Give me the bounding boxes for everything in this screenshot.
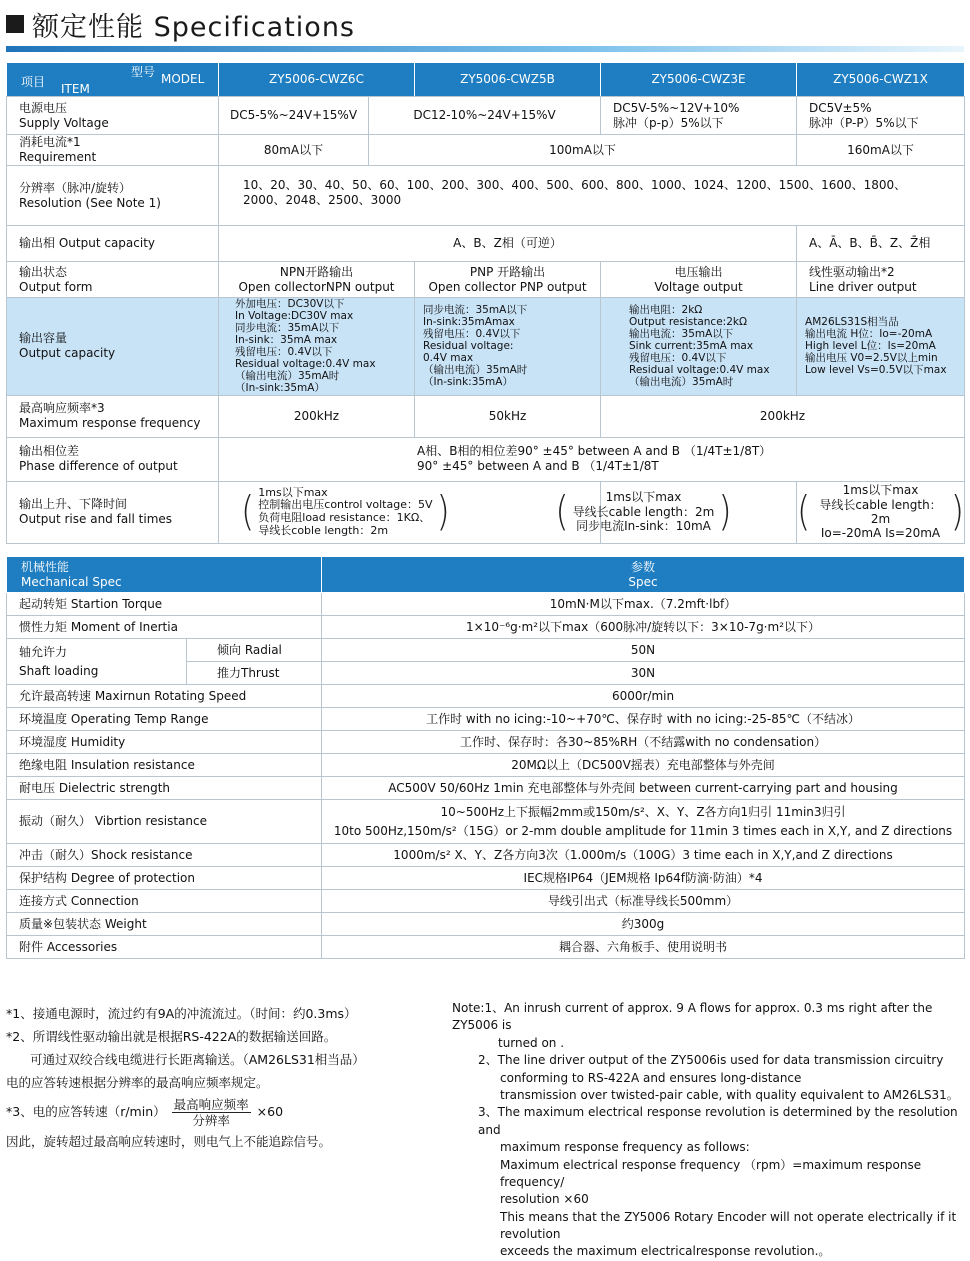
capacity-line: In-sink：35mA max bbox=[235, 334, 338, 347]
header-model-2: ZY5006-CWZ5B bbox=[415, 63, 601, 97]
mech-row-insulation bbox=[7, 754, 965, 777]
capacity-cn: 输出容量 bbox=[19, 331, 68, 346]
mech-value: 耦合器、六角板手、使用说明书 bbox=[322, 936, 965, 959]
row-capacity bbox=[7, 298, 965, 396]
resolution-en: Resolution (See Note 1) bbox=[19, 195, 161, 210]
note-en-l2: turned on . bbox=[498, 1035, 565, 1050]
capacity-line: 0.4V max bbox=[423, 352, 474, 365]
header-model-cn: 型号 bbox=[131, 65, 156, 79]
mech-value: 20MΩ以上（DC500V摇表）充电部整体与外壳间 bbox=[322, 754, 965, 777]
mech-row-temp bbox=[7, 708, 965, 731]
rise-line: 1ms以下max bbox=[258, 485, 328, 499]
form-en: Output form bbox=[19, 279, 93, 294]
mech-header-left bbox=[7, 557, 322, 593]
fraction-denominator: 分辨率 bbox=[192, 1112, 230, 1128]
form-v1 bbox=[219, 262, 415, 298]
form-v4b: Line driver output bbox=[809, 279, 917, 294]
current-v2: 100mA以下 bbox=[369, 135, 797, 166]
supply-v4b: 脉冲（P-P）5%以下 bbox=[809, 115, 919, 130]
phase-label bbox=[7, 226, 219, 262]
mech-label: 环境温度 Operating Temp Range bbox=[7, 708, 322, 731]
capacity-line: （输出电流）35mA时 bbox=[423, 364, 528, 377]
shaft-en: Shaft loading bbox=[19, 663, 99, 678]
mech-row-dielectric bbox=[7, 777, 965, 800]
note-cn-3 bbox=[6, 1097, 446, 1128]
capacity-line: Low level Vs=0.5V以下max bbox=[805, 364, 947, 377]
row-phase bbox=[7, 226, 965, 262]
capacity-line: 同步电流：35mA以下 bbox=[423, 304, 528, 317]
shaft-radial-value: 50N bbox=[322, 639, 965, 662]
note-cn-2b: 可通过双绞合线电缆进行长距离输送。（AM26LS31相当品） bbox=[30, 1052, 365, 1068]
rise-line: 同步电流In-sink：10mA bbox=[576, 519, 711, 534]
mech-header-row bbox=[7, 557, 965, 593]
mech-value bbox=[322, 800, 965, 844]
current-label bbox=[7, 135, 219, 166]
phasediff-l1: A相、B相的相位差90° ±45° between A and B （1/4T±1/8T） bbox=[417, 444, 772, 458]
header-item-model bbox=[7, 63, 219, 97]
title-square-icon bbox=[6, 15, 24, 33]
mech-label: 耐电压 Dielectric strength bbox=[7, 777, 322, 800]
rise-line: 1ms以下max bbox=[842, 483, 919, 498]
capacity-v2 bbox=[415, 298, 601, 396]
notes-cn bbox=[6, 1002, 446, 1153]
form-v2 bbox=[415, 262, 601, 298]
mech-label: 保护结构 Degree of protection bbox=[7, 867, 322, 890]
rise-line: 控制输出电压control voltage：5V bbox=[258, 498, 433, 512]
note-cn-1: *1、接通电源时，流过约有9A的冲流流过。（时间：约0.3ms） bbox=[6, 1006, 357, 1021]
supply-en: Supply Voltage bbox=[19, 115, 109, 130]
mech-value: 10mN·M以下max.（7.2mft·lbf） bbox=[322, 593, 965, 616]
mech-row-connection bbox=[7, 890, 965, 913]
supply-v3 bbox=[601, 97, 797, 135]
capacity-line: （输出电流）35mA时 bbox=[235, 370, 340, 383]
capacity-en: Output capacity bbox=[19, 346, 116, 361]
form-v1a: NPN开路输出 bbox=[279, 264, 354, 279]
mech-value: 导线引出式（标准导线长500mm） bbox=[322, 890, 965, 913]
phasediff-l2: 90° ±45° between A and B （1/4T±1/8T bbox=[417, 459, 659, 473]
mech-value: 工作时 with no icing:-10~+70℃、保存时 with no icing:-25-85℃（不结冰） bbox=[322, 708, 965, 731]
note-cn-3-fraction bbox=[172, 1097, 251, 1128]
rise-line: 导线长cable length：2m bbox=[572, 504, 715, 519]
phasediff-label bbox=[7, 437, 219, 481]
current-en: Requirement bbox=[19, 150, 97, 164]
phasediff-values bbox=[219, 437, 965, 481]
header-model-4: ZY5006-CWZ1X bbox=[797, 63, 965, 97]
note-en-l4: conforming to RS-422A and ensures long-distance bbox=[500, 1070, 802, 1085]
supply-v4 bbox=[797, 97, 965, 135]
mech-header-left-en: Mechanical Spec bbox=[21, 574, 122, 589]
mech-row-humidity bbox=[7, 731, 965, 754]
rise-line: 导线长coble length：2m bbox=[258, 523, 389, 537]
current-cn: 消耗电流*1 bbox=[19, 135, 81, 149]
freq-en: Maximum response frequency bbox=[19, 416, 201, 430]
mech-label: 允许最高转速 Maxirnun Rotating Speed bbox=[7, 685, 322, 708]
mech-row-weight bbox=[7, 913, 965, 936]
note-cn-3-prefix: *3、电的应答转速（r/min） bbox=[6, 1104, 166, 1120]
form-cn: 输出状态 bbox=[19, 264, 68, 279]
mech-label: 惯性力矩 Moment of Inertia bbox=[7, 616, 322, 639]
rise-line: 1ms以下max bbox=[605, 490, 682, 505]
resolution-label bbox=[7, 166, 219, 226]
header-model-3: ZY5006-CWZ3E bbox=[601, 63, 797, 97]
shaft-thrust-value: 30N bbox=[322, 662, 965, 685]
supply-v4a: DC5V±5% bbox=[809, 100, 872, 115]
title-text: 额定性能 Specifications bbox=[32, 11, 356, 43]
resolution-line1: 10、20、30、40、50、60、100、200、300、400、500、600、800、1000、1024、1200、1500、1600、1800、 bbox=[243, 178, 907, 192]
capacity-v1 bbox=[219, 298, 415, 396]
form-label bbox=[7, 262, 219, 298]
mech-table bbox=[6, 556, 965, 959]
mech-label: 绝缘电阻 Insulation resistance bbox=[7, 754, 322, 777]
supply-v3b: 脉冲（p-p）5%以下 bbox=[613, 115, 724, 130]
supply-v2: DC12-10%~24V+15%V bbox=[369, 97, 601, 135]
mech-label: 连接方式 Connection bbox=[7, 890, 322, 913]
form-v1b: Open collectorNPN output bbox=[238, 279, 395, 294]
capacity-line: 输出电阻：2kΩ bbox=[629, 304, 703, 317]
rise-cn: 输出上升、下降时间 bbox=[19, 497, 128, 511]
capacity-line: 残留电压：0.4V以下 bbox=[235, 346, 333, 359]
mech-value: 1000m/s² X、Y、Z各方向3次（1.000m/s（100G）3 time each in X,Y,and Z directions bbox=[322, 844, 965, 867]
mech-row-radial bbox=[7, 639, 965, 662]
capacity-line: 残留电压：0.4V以下 bbox=[423, 328, 521, 341]
mech-value: 工作时、保存时：各30~85%RH（不结露with no condensation） bbox=[322, 731, 965, 754]
note-cn-2: *2、所谓线性驱动输出就是根据RS-422A的数据输送回路。 bbox=[6, 1029, 337, 1045]
phase-en: Output capacity bbox=[58, 236, 156, 250]
capacity-v3 bbox=[601, 298, 797, 396]
mech-row-vibration bbox=[7, 800, 965, 844]
supply-v3a: DC5V-5%~12V+10% bbox=[613, 100, 740, 115]
spec-body bbox=[6, 96, 965, 544]
form-v3a: 电压输出 bbox=[674, 264, 723, 279]
page-title bbox=[6, 4, 355, 44]
note-cn-2c: 电的应答转速根据分辨率的最高响应频率规定。 bbox=[6, 1075, 269, 1091]
mech-label: 质量※包装状态 Weight bbox=[7, 913, 322, 936]
capacity-line: （In-sink:35mA） bbox=[235, 382, 325, 395]
current-v1: 80mA以下 bbox=[219, 135, 369, 166]
mech-row-inertia bbox=[7, 616, 965, 639]
fraction-numerator: 最高响应频率 bbox=[173, 1096, 249, 1112]
shaft-label bbox=[7, 639, 187, 685]
mech-label: 振动（耐久） Vibrtion resistance bbox=[7, 800, 322, 844]
mech-label: 冲击（耐久）Shock resistance bbox=[7, 844, 322, 867]
mech-header-right-en: Spec bbox=[628, 574, 658, 589]
form-v4a: 线性驱动输出*2 bbox=[809, 264, 895, 279]
form-v4 bbox=[797, 262, 965, 298]
freq-v2: 50kHz bbox=[415, 395, 601, 437]
paren-open-icon: ( bbox=[555, 487, 569, 536]
note-en-l3: 2、The line driver output of the ZY5006is used for data transmission circuitry bbox=[478, 1053, 944, 1068]
note-en-l6: 3、The maximum electrical response revolution is determined by the resolution and bbox=[478, 1105, 958, 1137]
rise-line: 负荷电阻load resistance：1KΩ、 bbox=[258, 511, 431, 524]
note-en-l10: This means that the ZY5006 Rotary Encoder will not operate electrically if it revolution bbox=[500, 1209, 957, 1242]
title-rule bbox=[6, 46, 964, 52]
mech-header-left-cn: 机械性能 bbox=[21, 559, 70, 574]
capacity-line: 外加电压：DC30V以下 bbox=[235, 298, 345, 310]
capacity-line: Residual voltage:0.4V max bbox=[235, 358, 376, 371]
mech-value: 6000r/min bbox=[322, 685, 965, 708]
rise-line: Io=-20mA Is=20mA bbox=[820, 526, 941, 541]
capacity-line: AM26LS31S相当品 bbox=[805, 316, 899, 329]
mech-header-right-cn: 参数 bbox=[631, 559, 656, 574]
note-en-l8: Maximum electrical response frequency （rpm）=maximum response frequency/ bbox=[500, 1157, 922, 1189]
form-v3 bbox=[601, 262, 797, 298]
row-rise bbox=[7, 481, 965, 543]
paren-open-icon: ( bbox=[797, 488, 811, 536]
capacity-line: High level L位：Is=20mA bbox=[805, 340, 936, 353]
note-cn-4: 因此，旋转超过最高响应转速时，则电气上不能追踪信号。 bbox=[6, 1133, 332, 1149]
freq-v3: 200kHz bbox=[601, 395, 965, 437]
mech-value: IEC规格IP64（JEM规格 Ip64f防滴·防油）*4 bbox=[322, 867, 965, 890]
rise-v3 bbox=[797, 481, 965, 543]
note-cn-3-suffix: ×60 bbox=[256, 1104, 284, 1120]
row-supply bbox=[7, 97, 965, 135]
shaft-cn: 轴允许力 bbox=[19, 644, 68, 659]
mech-value: 约300g bbox=[322, 913, 965, 936]
form-v2a: PNP 开路输出 bbox=[469, 264, 546, 279]
spec-table bbox=[6, 62, 965, 97]
resolution-cn: 分辨率（脉冲/旋转） bbox=[19, 180, 132, 195]
phase-v4: A、Ā、B、B̄、Z、Z̄相 bbox=[797, 226, 965, 262]
capacity-line: Residual voltage:0.4V max bbox=[629, 364, 770, 377]
mech-row-accessories bbox=[7, 936, 965, 959]
paren-close-icon: ) bbox=[718, 487, 732, 536]
header-item-cn: 项目 bbox=[21, 75, 46, 89]
phasediff-en: Phase difference of output bbox=[19, 459, 178, 473]
mech-value: AC500V 50/60Hz 1min 充电部整体与外壳间 between current-carrying part and housing bbox=[322, 777, 965, 800]
row-resolution bbox=[7, 166, 965, 226]
resolution-values bbox=[219, 166, 965, 226]
note-en-l9: resolution ×60 bbox=[500, 1192, 589, 1207]
capacity-line: （In-sink:35mA） bbox=[423, 376, 513, 389]
resolution-line2: 2000、2048、2500、3000 bbox=[243, 193, 402, 207]
note-en-l1: Note:1、An inrush current of approx. 9 A flows for approx. 0.3 ms right after the ZY5006 is bbox=[452, 1001, 933, 1033]
supply-label bbox=[7, 97, 219, 135]
supply-cn: 电源电压 bbox=[19, 100, 68, 115]
form-v3b: Voltage output bbox=[654, 279, 743, 294]
paren-close-icon: ) bbox=[436, 488, 450, 536]
phasediff-cn: 输出相位差 bbox=[19, 444, 80, 458]
mech-row-torque bbox=[7, 593, 965, 616]
capacity-line: In Voltage:DC30V max bbox=[235, 310, 354, 323]
row-form bbox=[7, 262, 965, 298]
mech-row-shock bbox=[7, 844, 965, 867]
freq-cn: 最高响应频率*3 bbox=[19, 401, 105, 415]
shaft-radial-label: 倾向 Radial bbox=[187, 639, 322, 662]
paren-open-icon: ( bbox=[241, 488, 255, 536]
note-en-l7: maximum response frequency as follows: bbox=[500, 1140, 750, 1155]
mech-row-speed bbox=[7, 685, 965, 708]
form-v2b: Open collector PNP output bbox=[428, 279, 587, 294]
shaft-thrust-label: 推力Thrust bbox=[187, 662, 322, 685]
paren-close-icon: ) bbox=[950, 488, 965, 536]
mech-label: 起动转矩 Startion Torque bbox=[7, 593, 322, 616]
capacity-label bbox=[7, 298, 219, 396]
note-en-l5: transmission over twisted-pair cable, with quality equivalent to AM26LS31。 bbox=[500, 1087, 959, 1102]
row-phasediff bbox=[7, 437, 965, 481]
row-current bbox=[7, 135, 965, 166]
supply-v1: DC5-5%~24V+15%V bbox=[219, 97, 369, 135]
phase-cn: 输出相 bbox=[19, 236, 56, 250]
rise-en: Output rise and fall times bbox=[19, 512, 173, 526]
capacity-line: Sink current:35mA max bbox=[629, 340, 754, 353]
capacity-line: In-sink:35mAmax bbox=[423, 316, 515, 329]
header-item-en: ITEM bbox=[61, 82, 90, 96]
capacity-line: 输出电流 H位：Io=-20mA bbox=[805, 328, 933, 341]
note-en-l11: exceeds the maximum electricalresponse revolution.。 bbox=[500, 1244, 831, 1259]
capacity-line: 输出电流：35mA以下 bbox=[629, 328, 734, 341]
rise-line: 导线长cable length：2m bbox=[819, 497, 942, 526]
vibration-line2: 10to 500Hz,150m/s²（15G）or 2-mm double amplitude for 11min 3 times each in X,Y, and Z directions bbox=[333, 823, 953, 838]
capacity-line: Residual voltage: bbox=[423, 340, 514, 353]
current-v4: 160mA以下 bbox=[797, 135, 965, 166]
row-freq bbox=[7, 395, 965, 437]
freq-label bbox=[7, 395, 219, 437]
phase-v1: A、B、Z相（可逆） bbox=[219, 226, 797, 262]
mech-label: 附件 Accessories bbox=[7, 936, 322, 959]
capacity-v4 bbox=[797, 298, 965, 396]
mech-header-right bbox=[322, 557, 965, 593]
mech-value: 1×10⁻⁶g·m²以下max（600脉冲/旋转以下：3×10-7g·m²以下） bbox=[322, 616, 965, 639]
capacity-line: Output resistance:2kΩ bbox=[629, 316, 747, 329]
rise-label bbox=[7, 481, 219, 543]
capacity-line: （输出电流）35mA时 bbox=[629, 376, 734, 389]
spec-header-row bbox=[7, 63, 965, 97]
notes-en bbox=[452, 1000, 968, 1261]
mech-label: 环境湿度 Humidity bbox=[7, 731, 322, 754]
capacity-line: 残留电压：0.4V以下 bbox=[629, 352, 727, 365]
vibration-line1: 10~500Hz上下振幅2mm或150m/s²、X、Y、Z各方向1归引 11min3归引 bbox=[440, 804, 846, 819]
header-model-en: MODEL bbox=[161, 72, 205, 86]
mech-row-protection bbox=[7, 867, 965, 890]
capacity-line: 同步电流：35mA以下 bbox=[235, 322, 340, 335]
freq-v1: 200kHz bbox=[219, 395, 415, 437]
capacity-line: 输出电压 V0=2.5V以上min bbox=[805, 352, 938, 365]
rise-v2 bbox=[555, 481, 797, 543]
header-model-1: ZY5006-CWZ6C bbox=[219, 63, 415, 97]
